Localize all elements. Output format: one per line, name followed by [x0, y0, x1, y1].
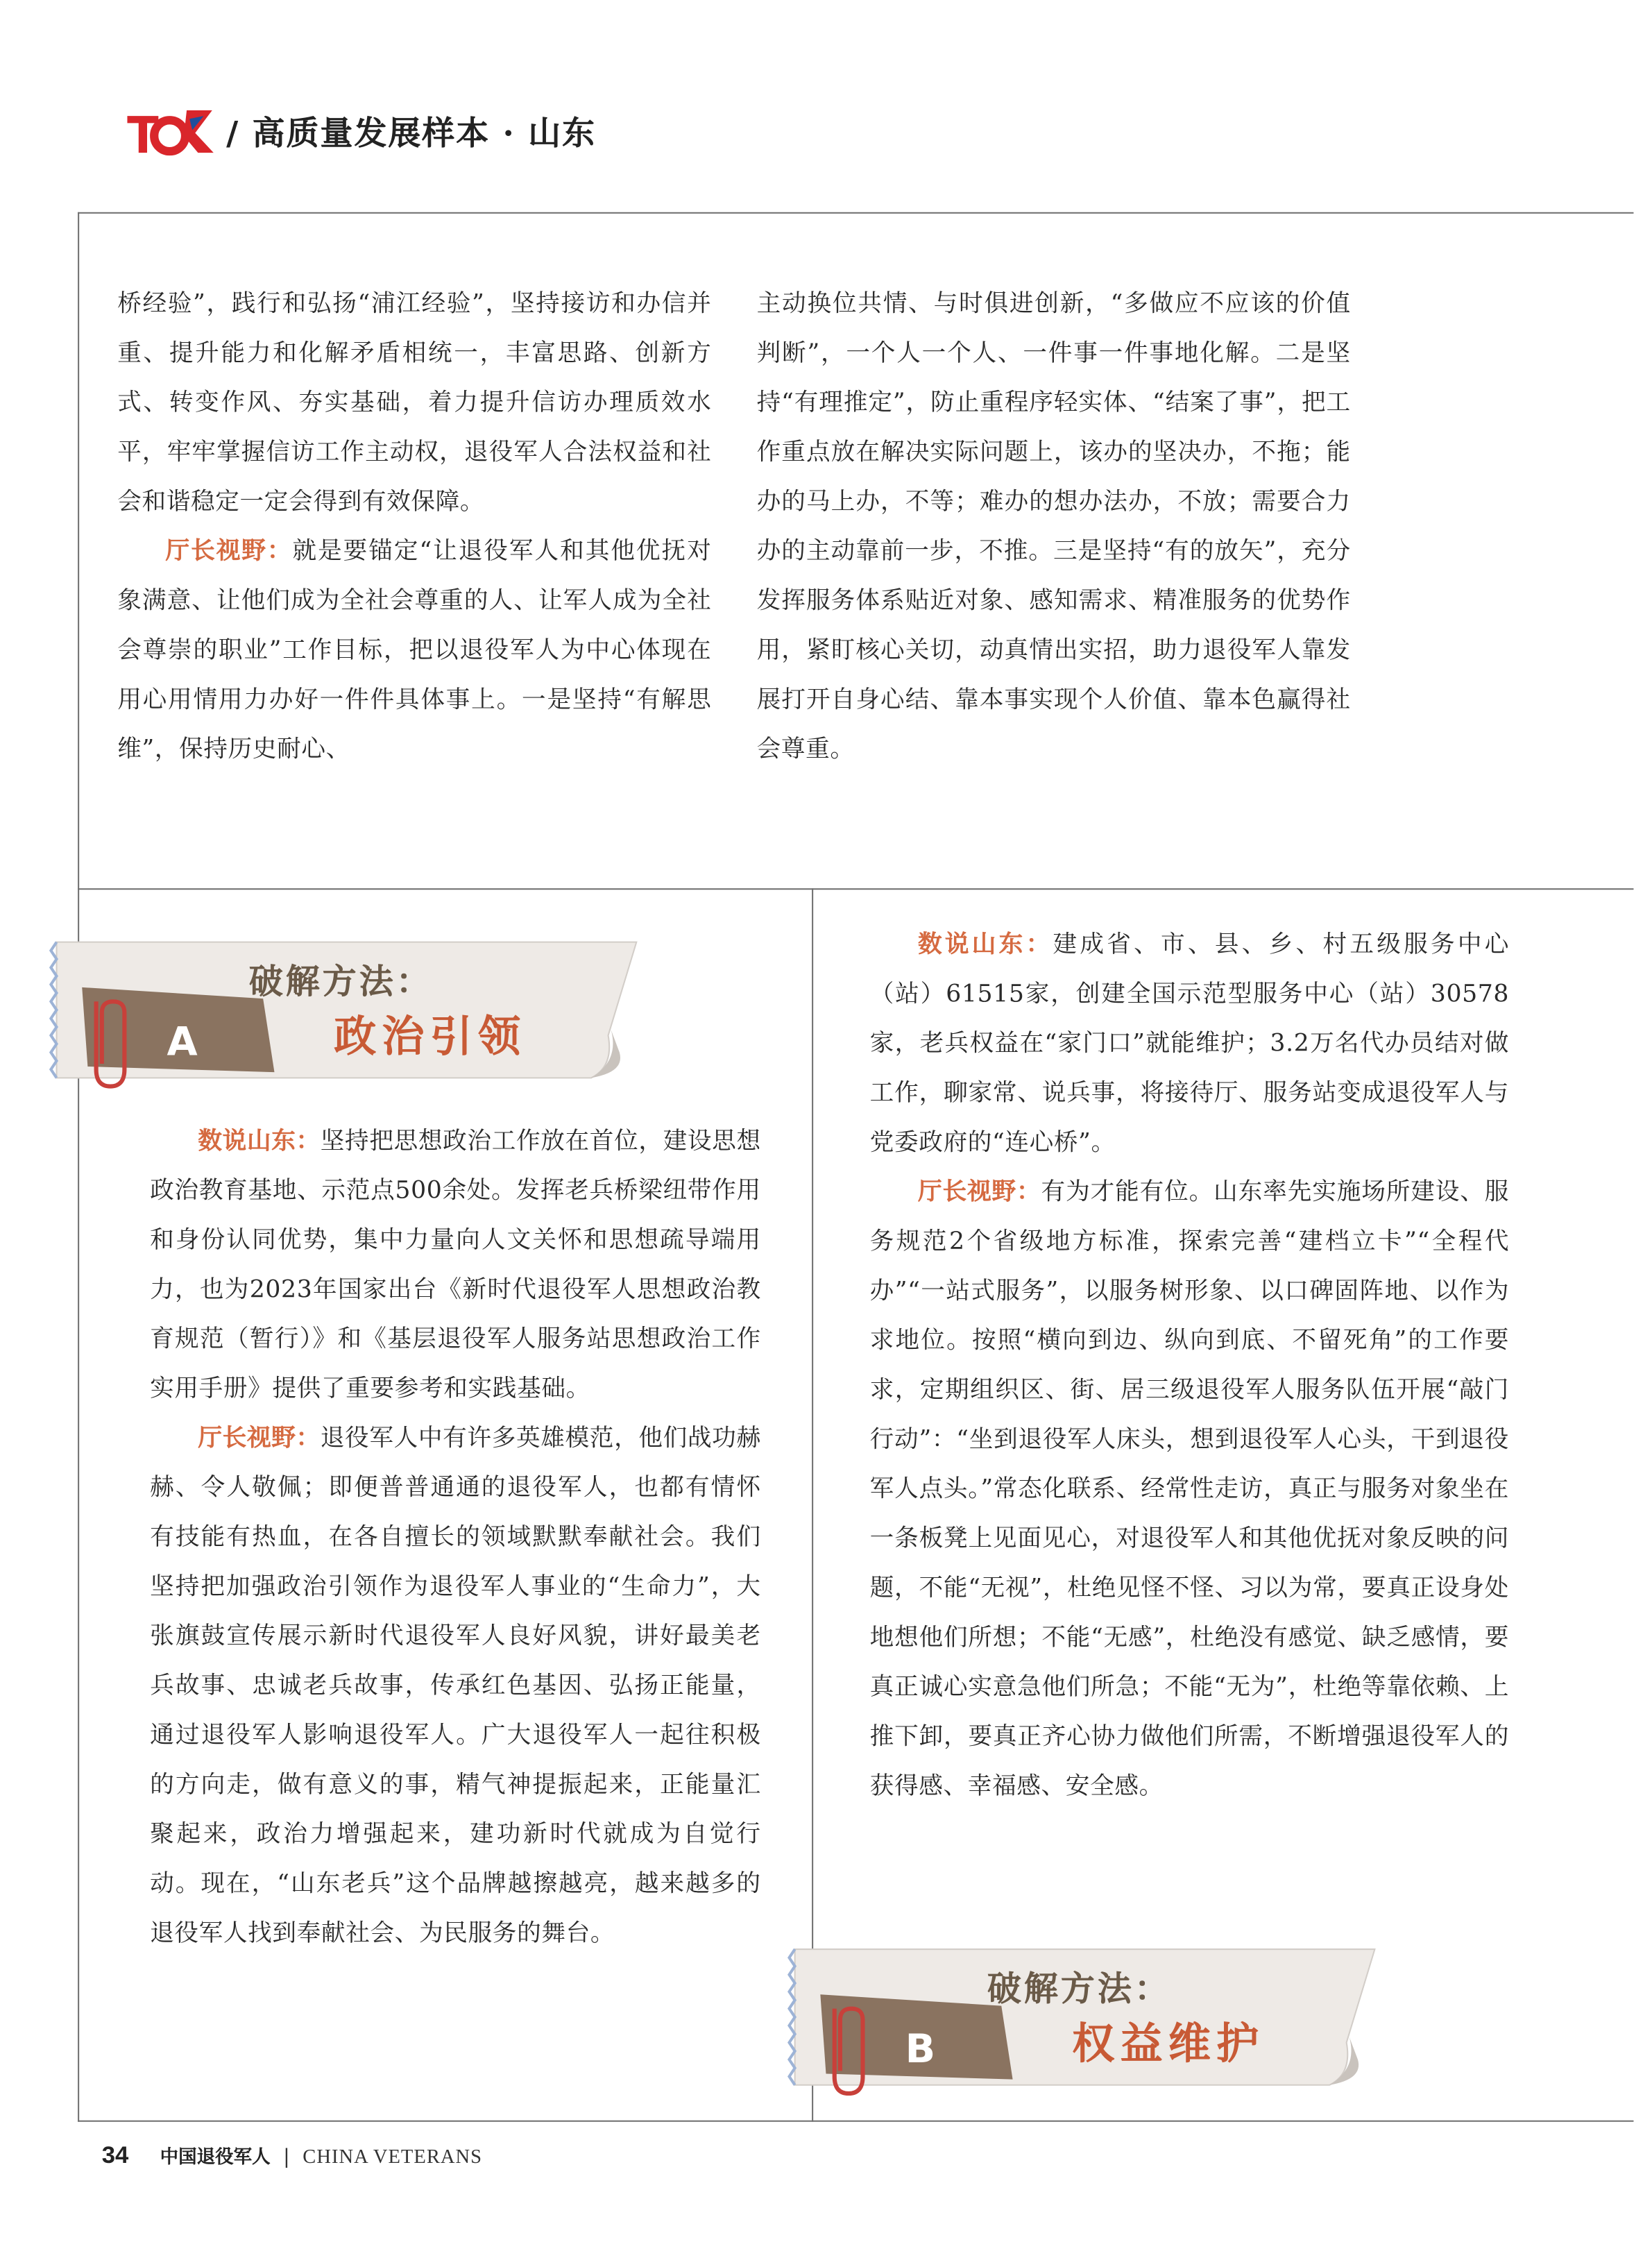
section-title: / 高质量发展样本 · 山东	[226, 114, 597, 153]
magazine-name: 中国退役军人	[160, 2147, 271, 2169]
paragraph: 数说山东：建成省、市、县、乡、村五级服务中心（站）61515家，创建全国示范型服务中心（站）30578家，老兵权益在“家门口”就能维护；3.2万名代办员结对做工作，聊家常、说兵事，将接待厅、服务站变成退役军人与党委政府的“连心桥”。	[869, 931, 1510, 1157]
banner-a	[48, 936, 642, 1089]
banner-letter: B	[905, 2026, 936, 2073]
bottom-left-column	[150, 1117, 761, 1959]
paperclip-icon	[820, 1997, 877, 2102]
frame-bottom-rule	[78, 2121, 1633, 2123]
banner-letter: A	[167, 1018, 198, 1065]
footer-separator: |	[283, 2146, 290, 2169]
paperclip-icon	[82, 990, 139, 1095]
paragraph: 数说山东：坚持把思想政治工作放在首位，建设思想政治教育基地、示范点500余处。发挥老兵桥梁纽带作用和身份认同优势，集中力量向人文关怀和思想疏导端用力，也为2023年国家出台《新时代退役军人思想政治教育规范（暂行）》和《基层退役军人服务站思想政治工作实用手册》提供了重要参考和实践基础。	[150, 1127, 761, 1404]
banner-title: 政治引领	[334, 1012, 527, 1062]
magazine-logo-icon	[124, 102, 218, 155]
paragraph: 厅长视野：有为才能有位。山东率先实施场所建设、服务规范2个省级地方标准，探索完善“建档立卡”“全程代办”“一站式服务”，以服务树形象、以口碑固阵地、以作为求地位。按照“横向到边、纵向到底、不留死角”的工作要求，定期组织区、街、居三级退役军人服务队伍开展“敲门行动”：“坐到退役军人床头，想到退役军人心头，干到退役军人点头。”常态化联系、经常性走访，真正与服务对象坐在一条板凳上见面见心，对退役军人和其他优抚对象反映的问题，不能“无视”，杜绝见怪不怪、习以为常，要真正设身处地想他们所想；不能“无感”，杜绝没有感觉、缺乏感情，要真正诚心实意急他们所急；不能“无为”，杜绝等靠依赖、上推下卸，要真正齐心协力做他们所需，不断增强退役军人的获得感、幸福感、安全感。	[869, 1178, 1510, 1801]
banner-title: 权益维护	[1072, 2019, 1265, 2070]
footer	[102, 2141, 809, 2175]
paragraph: 厅长视野：退役军人中有许多英雄模范，他们战功赫赫、令人敬佩；即便普普通通的退役军人，也都有情怀有技能有热血，在各自擅长的领域默默奉献社会。我们坚持把加强政治引领作为退役军人事业的“生命力”，大张旗鼓宣传展示新时代退役军人良好风貌，讲好最美老兵故事、忠诚老兵故事，传承红色基因、弘扬正能量，通过退役军人影响退役军人。广大退役军人一起往积极的方向走，做有意义的事，精气神提振起来，正能量汇聚起来，政治力增强起来，建功新时代就成为自觉行动。现在，“山东老兵”这个品牌越擦越亮，越来越多的退役军人找到奉献社会、为民服务的舞台。	[150, 1424, 761, 1948]
page-number: 34	[101, 2141, 129, 2169]
bottom-right-column	[870, 921, 1509, 1812]
frame-middle-rule	[78, 888, 1633, 890]
paragraph: 桥经验”，践行和弘扬“浦江经验”，坚持接访和办信并重、提升能力和化解矛盾相统一，丰富思路、创新方式、转变作风、夯实基础，着力提升信访办理质效水平，牢牢掌握信访工作主动权，退役军人合法权益和社会和谐稳定一定会得到有效保障。	[117, 289, 712, 517]
header	[124, 99, 690, 162]
paragraph: 厅长视野：就是要锚定“让退役军人和其他优抚对象满意、让他们成为全社会尊重的人、让军人成为全社会尊崇的职业”工作目标，把以退役军人为中心体现在用心用情用力办好一件件具体事上。一是坚持“有解思维”，保持历史耐心、	[117, 537, 712, 764]
banner-label: 破解方法：	[248, 960, 433, 1002]
column-divider	[812, 888, 814, 2122]
frame-left-rule	[78, 212, 80, 2122]
top-right-column	[757, 280, 1351, 775]
top-left-column	[117, 280, 711, 775]
frame-top-rule	[78, 212, 1633, 214]
banner-label: 破解方法：	[987, 1967, 1171, 2009]
paragraph: 主动换位共情、与时俱进创新，“多做应不应该的价值判断”，一个人一个人、一件事一件事地化解。二是坚持“有理推定”，防止重程序轻实体、“结案了事”，把工作重点放在解决实际问题上，该办的坚决办，不拖；能办的马上办，不等；难办的想办法办，不放；需要合力办的主动靠前一步，不推。三是坚持“有的放矢”，充分发挥服务体系贴近对象、感知需求、精准服务的优势作用，紧盯核心关切，动真情出实招，助力退役军人靠发展打开自身心结、靠本事实现个人价值、靠本色赢得社会尊重。	[756, 289, 1351, 764]
magazine-english-name: CHINA VETERANS	[303, 2147, 483, 2169]
banner-b	[786, 1944, 1380, 2096]
